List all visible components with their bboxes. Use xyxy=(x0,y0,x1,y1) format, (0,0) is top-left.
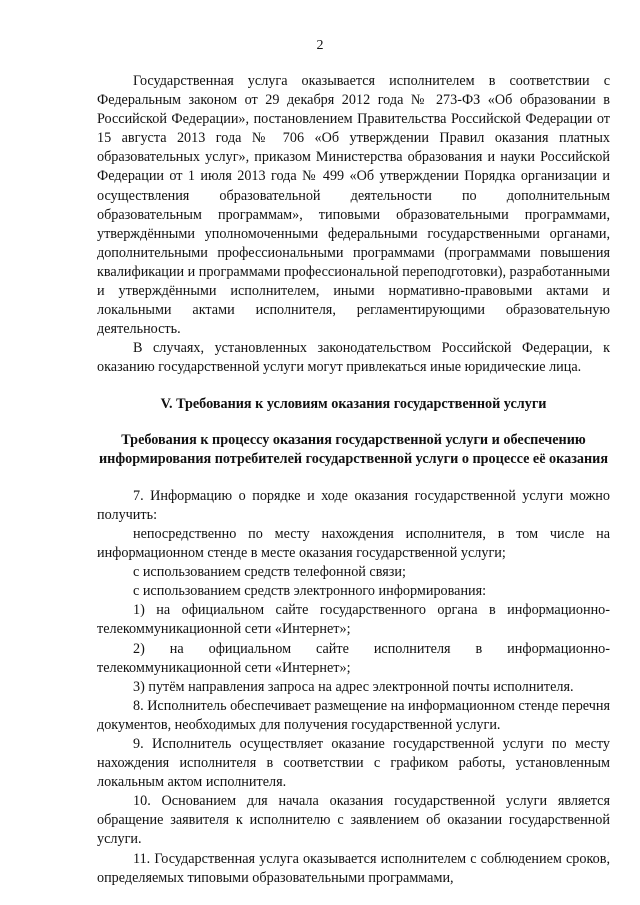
paragraph-item-7: 7. Информацию о порядке и ходе оказания государственной услуги можно получить: xyxy=(97,487,610,523)
paragraph-subitem-3: 3) путём направления запроса на адрес электронной почты исполнителя. xyxy=(133,678,574,695)
document-content xyxy=(97,72,610,888)
subsection-title: Требования к процессу оказания государственной услуги и обеспечению информирования потребителей государственной услуги о процессе её оказания xyxy=(98,431,609,467)
paragraph-item-10: 10. Основанием для начала оказания государственной услуги является обращение заявителя к исполнителю с заявлением об оказании государственной услуги. xyxy=(97,793,610,848)
paragraph-item-9: 9. Исполнитель осуществляет оказание государственной услуги по месту нахождения исполнителя в соответствии с графиком работы, установленным локальным актом исполнителя. xyxy=(97,736,610,791)
paragraph-other-entities: В случаях, установленных законодательством Российской Федерации, к оказанию государственной услуги могут привлекаться иные юридические лица. xyxy=(97,340,610,376)
paragraph-subitem-1: 1) на официальном сайте государственного органа в информационно-телекоммуникационной сети «Интернет»; xyxy=(97,602,610,638)
paragraph-legal-basis: Государственная услуга оказывается исполнителем в соответствии с Федеральным законом от 29 декабря 2012 года № 273-ФЗ «Об образовании в Российской Федерации», постановлением Правительства Российской Федерации от 15 августа 2013 года № 706 «Об утверждении Правил оказания платных образовательных услуг», приказом Министерства образования и науки Российской Федерации от 1 июля 2013 года № 499 «Об утверждении Порядка организации и осуществления образовательной деятельности по дополнительным образовательным программам», типовыми образовательными программами, утверждёнными уполномоченными федеральными государственными органами, дополнительными профессиональными программами (программами повышения квалификации и программами профессиональной переподготовки), разработанными и утверждёнными исполнителем, иными нормативно-правовыми актами и локальными актами исполнителя, регламентирующими образовательную деятельность. xyxy=(97,73,611,338)
section-title: V. Требования к условиям оказания государственной услуги xyxy=(160,395,547,412)
paragraph-electronic: с использованием средств электронного информирования: xyxy=(133,583,487,600)
paragraph-on-site: непосредственно по месту нахождения исполнителя, в том числе на информационном стенде в месте оказания государственной услуги; xyxy=(97,525,610,562)
paragraph-subitem-2: 2) на официальном сайте исполнителя в информационно-телекоммуникационной сети «Интернет»; xyxy=(97,640,610,676)
paragraph-phone: с использованием средств телефонной связи; xyxy=(133,564,406,581)
paragraph-item-8: 8. Исполнитель обеспечивает размещение на информационном стенде перечня документов, необходимых для получения государственной услуги. xyxy=(97,697,611,733)
paragraph-item-11: 11. Государственная услуга оказывается исполнителем с соблюдением сроков, определяемых типовыми образовательными программами, xyxy=(97,850,610,886)
page-number: 2 xyxy=(316,38,324,53)
